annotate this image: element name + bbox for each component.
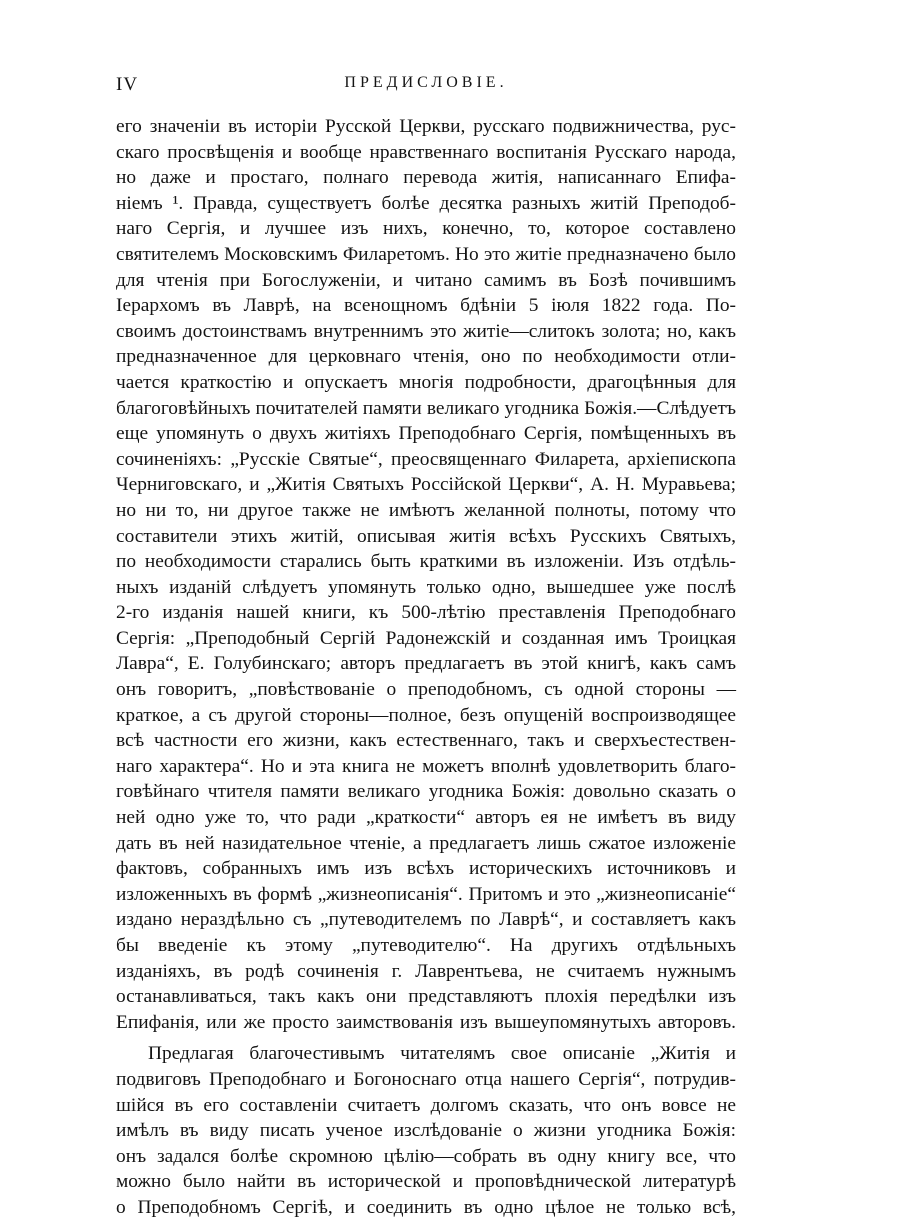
text-line: подвиговъ Преподобнаго и Богоноснаго отца нашего Сергія“, потрудив-: [116, 1068, 736, 1090]
text-line: Сергія: „Преподобный Сергій Радонежскій и созданная имъ Троицкая: [116, 627, 736, 649]
paragraph-1: [116, 114, 736, 1035]
text-line: своимъ достоинствамъ внутреннимъ это житіе—слитокъ золота; но, какъ: [116, 320, 736, 342]
text-line: сочиненіяхъ: „Русскіе Святые“, преосвященнаго Филарета, архіепископа: [116, 448, 736, 470]
text-line: краткое, а съ другой стороны—полное, безъ опущеній воспроизводящее: [116, 704, 736, 726]
paragraph-2: [116, 1041, 736, 1220]
text-line: дать въ ней назидательное чтеніе, а предлагаетъ лишь сжатое изложеніе: [116, 832, 736, 854]
text-line: его значеніи въ исторіи Русской Церкви, русскаго подвижничества, рус-: [116, 116, 736, 137]
text-line: Іерархомъ въ Лаврѣ, на всенощномъ бдѣніи 5 іюля 1822 года. По-: [116, 295, 736, 317]
text-line: ніемъ ¹. Правда, существуетъ болѣе десятка разныхъ житій Преподоб-: [116, 192, 736, 214]
page-number: IV: [116, 74, 139, 95]
body-text: [116, 114, 736, 1221]
text-line: составители этихъ житій, описывая житія всѣхъ Русскихъ Святыхъ,: [116, 525, 736, 547]
text-line: святителемъ Московскимъ Филаретомъ. Но это житіе предназначено было: [116, 243, 736, 265]
text-line: наго характера“. Но и эта книга не можетъ вполнѣ удовлетворить благо-: [116, 755, 736, 777]
text-line: Предлагая благочестивымъ читателямъ свое описаніе „Житія и: [148, 1043, 736, 1065]
text-line: имѣлъ въ виду писать ученое изслѣдованіе о жизни угодника Божія:: [116, 1120, 736, 1142]
text-line: онъ говоритъ, „повѣствованіе о преподобномъ, съ одной стороны —: [116, 679, 736, 701]
text-line: можно было найти въ исторической и проповѣднической литературѣ: [116, 1171, 736, 1193]
running-head: [116, 74, 736, 96]
text-line: благоговѣйныхъ почитателей памяти великаго угодника Божія.—Слѣдуетъ: [116, 397, 736, 419]
text-line: для чтенія при Богослуженіи, и читано самимъ въ Бозѣ почившимъ: [116, 269, 736, 291]
text-line: еще упомянуть о двухъ житіяхъ Преподобнаго Сергія, помѣщенныхъ въ: [116, 423, 736, 445]
text-line: по необходимости старались быть краткими въ изложеніи. Изъ отдѣль-: [116, 551, 736, 573]
text-line: фактовъ, собранныхъ имъ изъ всѣхъ историческихъ источниковъ и: [116, 858, 736, 880]
text-line: Лавра“, Е. Голубинскаго; авторъ предлагаетъ въ этой книгѣ, какъ самъ: [116, 653, 736, 675]
text-line: чается краткостію и опускаетъ многія подробности, драгоцѣнныя для: [116, 371, 736, 393]
text-line: 2-го изданія нашей книги, къ 500-лѣтію преставленія Преподобнаго: [116, 602, 736, 624]
text-line: о Преподобномъ Сергіѣ, и соединить въ одно цѣлое не только всѣ,: [116, 1196, 736, 1218]
text-line: предназначенное для церковнаго чтенія, оно по необходимости отли-: [116, 346, 736, 368]
text-line: ней одно уже то, что ради „краткости“ авторъ ея не имѣетъ въ виду: [116, 807, 736, 829]
text-line: изданіяхъ, въ родѣ сочиненія г. Лаврентьева, не считаемъ нужнымъ: [116, 960, 736, 982]
text-line: онъ задался болѣе скромною цѣлію—собрать въ одну книгу все, что: [116, 1145, 736, 1167]
text-line: издано нераздѣльно съ „путеводителемъ по Лаврѣ“, и составляетъ какъ: [116, 909, 736, 931]
text-line: изложенныхъ въ формѣ „жизнеописанія“. Притомъ и это „жизнеописаніе“: [116, 883, 736, 905]
text-line: ныхъ изданій слѣдуетъ упомянуть только одно, вышедшее уже послѣ: [116, 576, 736, 598]
text-line: наго Сергія, и лучшее изъ нихъ, конечно, то, которое составлено: [116, 218, 736, 240]
text-line: шійся въ его составленіи считаетъ долгомъ сказать, что онъ вовсе не: [116, 1094, 736, 1116]
text-line: Черниговскаго, и „Житія Святыхъ Россійской Церкви“, А. Н. Муравьева;: [116, 474, 736, 496]
text-line: скаго просвѣщенія и вообще нравственнаго воспитанія Русскаго народа,: [116, 141, 736, 163]
text-line: но ни то, ни другое также не имѣютъ желанной полноты, потому что: [116, 499, 736, 521]
running-title: ПРЕДИСЛОВІЕ.: [344, 74, 508, 91]
text-line: всѣ частности его жизни, какъ естественнаго, такъ и сверхъестествен-: [116, 730, 736, 752]
text-line: говѣйнаго чтителя памяти великаго угодника Божія: довольно сказать о: [116, 781, 736, 803]
text-line: но даже и простаго, полнаго перевода житія, написаннаго Епифа-: [116, 167, 736, 189]
text-line: бы введеніе къ этому „путеводителю“. На другихъ отдѣльныхъ: [116, 935, 736, 956]
text-line: останавливаться, такъ какъ они представляютъ плохія передѣлки изъ: [116, 986, 736, 1008]
text-line: Епифанія, или же просто заимствованія изъ вышеупомянутыхъ авторовъ.: [116, 1011, 736, 1033]
